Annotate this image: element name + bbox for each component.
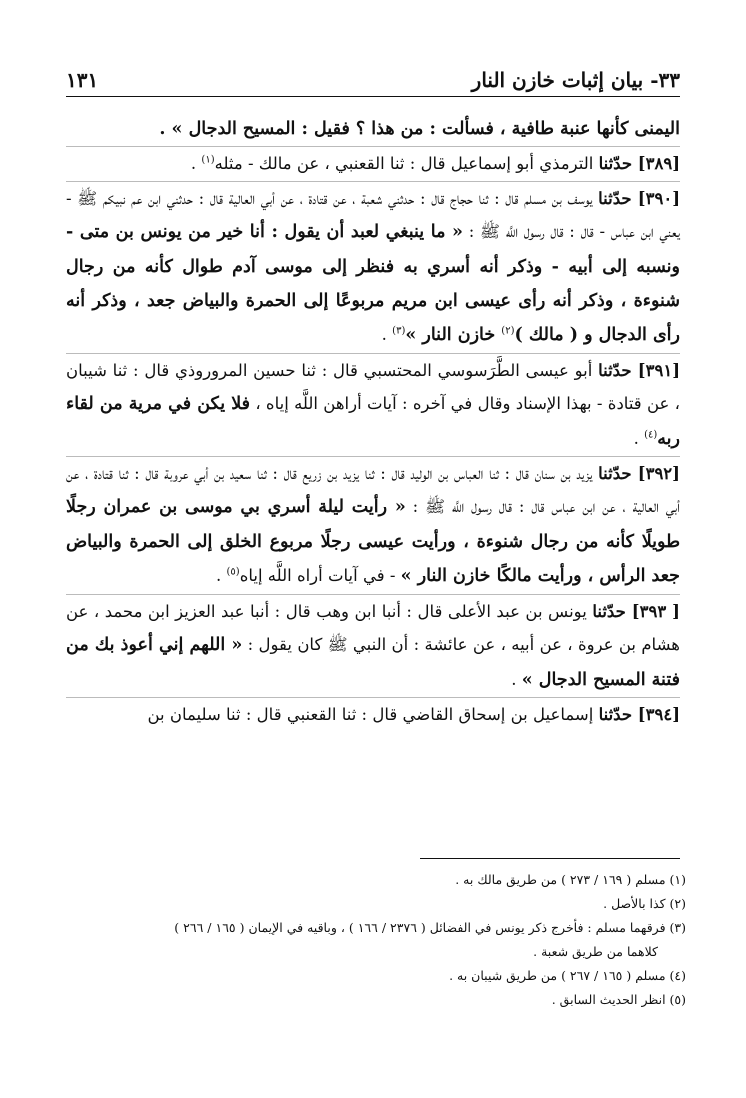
matn-text: « ما ينبغي لعبد أن يقول : أنا خير من يونس بن متى - ونسبه إلى أبيه - وذكر أنه أسري به فنظر إلى موسى آدم طوال كأنه من رجال شنوءة ، وذكر أنه رأى عيسى ابن مريم مربوعًا إلى الحمرة والبياض جعد ، وذكر أنه رأى الدجال و ( مالك ): [66, 222, 680, 346]
text-run: يوسف بن مسلم قال : ثنا حجاج قال : حدثني شعبة ، عن قتادة ، عن أبي العالية قال : حدثني ابن عم نبيكم ﷺ - يعني ابن عباس - قال : قال رسول اللَّه ﷺ :: [66, 188, 680, 242]
text-run: .: [633, 428, 645, 448]
text-run: .: [511, 669, 522, 689]
footnote: (٢) كذا بالأصل .: [603, 896, 686, 911]
footnotes: [66, 868, 686, 1012]
text-run: الترمذي أبو إسماعيل قال : ثنا القعنبي ، عن مالك - مثله: [214, 154, 599, 174]
haddathana-keyword: حدّثنا: [598, 360, 632, 380]
footnote: (٥) انظر الحديث السابق .: [551, 992, 686, 1007]
hadith-paragraph-393: [66, 594, 680, 697]
hadith-paragraph-391: [66, 353, 680, 456]
text-run: .: [190, 154, 202, 174]
text-run: .: [216, 566, 227, 586]
hadith-paragraph-392: [66, 456, 680, 594]
haddathana-keyword: حدّثنا: [598, 704, 633, 724]
footnote-marker: (١): [201, 154, 215, 166]
footnote-divider: [420, 858, 680, 859]
haddathana-keyword: حدّثنا: [598, 188, 632, 208]
hadith-paragraph-394: [66, 697, 680, 731]
text-run: .: [381, 325, 393, 345]
hadith-number: [٣٩٢]: [631, 464, 680, 484]
main-text: [66, 112, 680, 731]
page-header: [66, 58, 680, 97]
hadith-number: [٣٩٠]: [631, 188, 680, 208]
matn-text: « رأيت ليلة أسري بي موسى بن عمران رجلًا طويلًا كأنه من رجال شنوءة ، ورأيت عيسى رجلًا مربوع الخلق إلى الحمرة والبياض جعد الرأس ، ورأيت مالكًا خازن النار »: [66, 497, 680, 587]
text-run: يزيد بن سنان قال : ثنا العباس بن الوليد قال : ثنا يزيد بن زريع قال : ثنا سعيد بن أبي عروبة قال : ثنا قتادة ، عن أبي العالية ، عن ابن عباس قال : قال رسول اللَّه ﷺ :: [66, 464, 680, 517]
footnote: (١) مسلم ( ١٦٩ / ٢٧٣ ) من طريق مالك به .: [455, 872, 686, 887]
matn-text: خازن النار »: [405, 325, 502, 346]
footnote: كلاهما من طريق شعبة .: [533, 944, 658, 959]
chapter-title: ٣٣- بيان إثبات خازن النار: [471, 68, 680, 92]
footnote: (٤) مسلم ( ١٦٥ / ٢٦٧ ) من طريق شيبان به .: [449, 968, 686, 983]
text-run: إسماعيل بن إسحاق القاضي قال : ثنا القعنبي قال : ثنا سليمان بن: [147, 704, 599, 724]
matn-text: اليمنى كأنها عنبة طافية ، فسألت : من هذا ؟ فقيل : المسيح الدجال » .: [159, 119, 680, 139]
footnote-marker: (٣): [392, 325, 406, 337]
hadith-number: [٣٩٤]: [632, 704, 680, 724]
hadith-number: [٣٩١]: [631, 360, 680, 380]
haddathana-keyword: حدّثنا: [598, 464, 632, 484]
page-number: ١٣١: [66, 68, 99, 92]
haddathana-keyword: حدّثنا: [598, 154, 633, 174]
text-run: يونس بن عبد الأعلى قال : أنبا ابن وهب قال : أنبا عبد العزيز ابن محمد ، عن هشام بن عروة ، عن أبيه ، عن عائشة : أن النبي ﷺ كان يقول :: [66, 601, 680, 655]
haddathana-keyword: حدّثنا: [592, 601, 626, 621]
text-run: - في آيات أراه اللَّه إياه: [239, 566, 401, 586]
matn-text: فلا يكن في مرية من لقاء ربه: [66, 394, 680, 449]
matn-text: « اللهم إني أعوذ بك من فتنة المسيح الدجال »: [66, 635, 680, 690]
hadith-number: [ ٣٩٣]: [625, 601, 680, 621]
footnote-marker: (٢): [501, 325, 515, 337]
hadith-paragraph-intro: [66, 112, 680, 146]
footnote: (٣) فرقهما مسلم : فأخرج ذكر يونس في الفضائل ( ٢٣٧٦ / ١٦٦ ) ، وباقيه في الإيمان ( ١٦٥ / ٢٦٦ ): [174, 920, 686, 935]
hadith-paragraph-389: [66, 146, 680, 180]
text-run: أبو عيسى الطَّرَسوسي المحتسبي قال : ثنا حسين المروروذي قال : ثنا شيبان ، عن قتادة - بهذا الإسناد وقال في آخره : آيات أراهن اللَّه إياه ،: [66, 360, 680, 414]
hadith-paragraph-390: [66, 181, 680, 353]
footnote-marker: (٥): [226, 566, 240, 578]
hadith-number: [٣٨٩]: [632, 154, 680, 174]
footnote-marker: (٤): [644, 429, 658, 441]
